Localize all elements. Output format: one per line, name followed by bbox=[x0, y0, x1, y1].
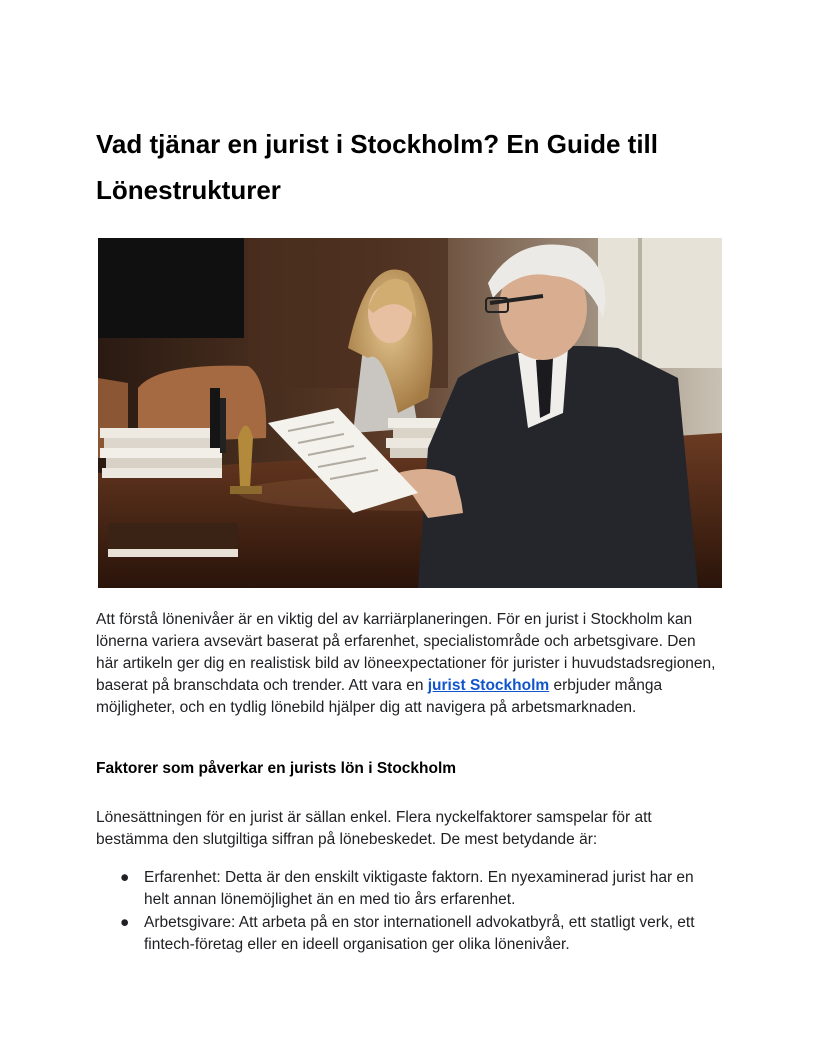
bullet-icon: ● bbox=[120, 869, 130, 886]
paper-stack-left bbox=[100, 428, 222, 478]
bullet-icon: ● bbox=[120, 914, 130, 931]
intro-paragraph bbox=[96, 609, 720, 719]
section-heading: Faktorer som påverkar en jurists lön i Stockholm bbox=[96, 760, 457, 777]
article-title: Vad tjänar en jurist i Stockholm? En Guide till Lönestrukturer bbox=[96, 129, 658, 205]
section-paragraph: Lönesättningen för en jurist är sällan enkel. Flera nyckelfaktorer samspelar för att bestämma den slutgiltiga siffran på lönebeskedet. De mest betydande är: bbox=[96, 809, 652, 848]
list-item bbox=[96, 912, 720, 956]
factors-list bbox=[96, 867, 720, 957]
list-item-text: Arbetsgivare: Att arbeta på en stor internationell advokatbyrå, ett statligt verk, ett fintech-företag eller en ideell organisation ger olika lönenivåer. bbox=[144, 914, 695, 953]
list-item bbox=[96, 867, 720, 911]
list-item-text: Erfarenhet: Detta är den enskilt viktigaste faktorn. En nyexaminerad jurist har en helt annan lönemöjlighet än en med tio års erfarenhet. bbox=[144, 869, 694, 908]
article-photo bbox=[98, 238, 722, 588]
jurist-stockholm-link[interactable]: jurist Stockholm bbox=[427, 677, 550, 694]
intro-text-after-link: erbjuder många möjligheter, och en tydlig lönebild hjälper dig att navigera på arbetsmarknaden. bbox=[96, 677, 663, 716]
lawyers-meeting-illustration bbox=[98, 238, 722, 588]
intro-text-before-link: Att förstå lönenivåer är en viktig del av karriärplaneringen. För en jurist i Stockholm kan lönerna variera avsevärt baserat på erfarenhet, specialistområde och arbetsgivare. Den här artikeln ger dig en realistisk bild av löneexpectationer för jurister i huvudstadsregionen, baserat på branschdata och trender. Att vara en bbox=[96, 611, 716, 694]
